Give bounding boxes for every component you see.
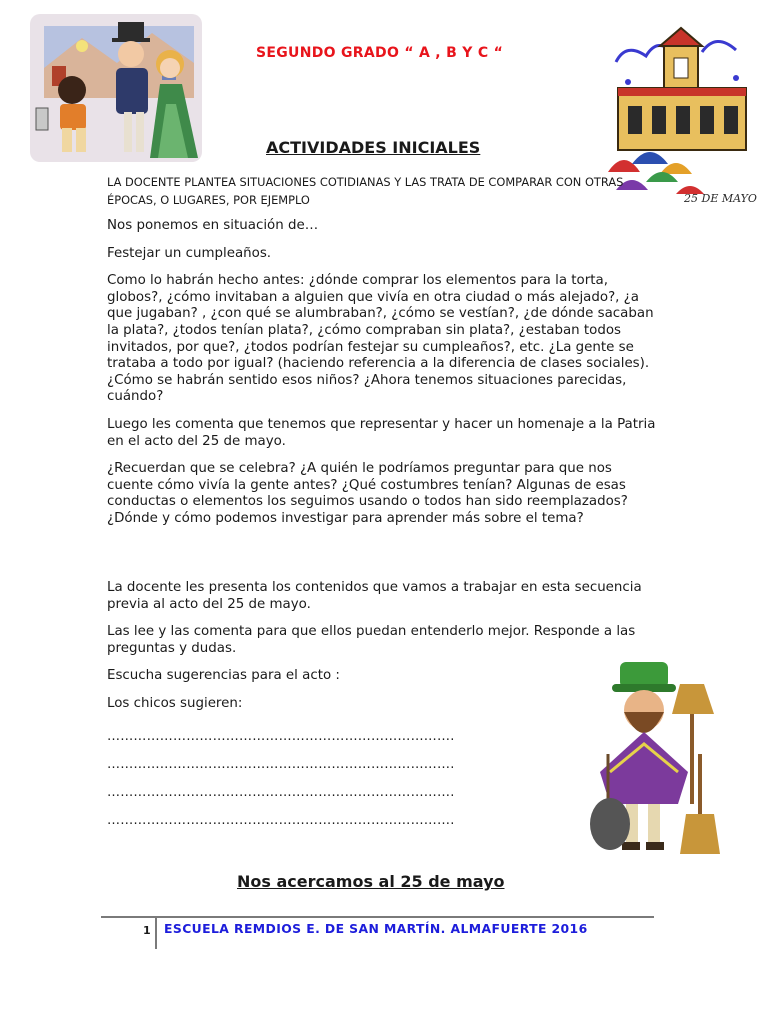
paragraph: Como lo habrán hecho antes: ¿dónde comprar los elementos para la torta, globos?, ¿cómo invitaban a alguien que vivía en otra ciudad o más alejado?, ¿a que jugaban? , ¿con qué se alumbraban?, ¿cómo se vestían?, ¿de dónde sacaban la plata?, ¿todos tenían plata?, ¿cómo compraban sin plata?, ¿estaban todos invitados, por que?, ¿todos podrían festejar su cumpleaños?, etc. ¿La gente se trataba a todo por igual? (haciendo referencia a la diferencia de clases sociales). ¿Cómo se habrán sentido esos niños? ¿Ahora tenemos situaciones parecidas, cuándo?	[107, 273, 654, 405]
grade-header: SEGUNDO GRADO “ A , B Y C “	[256, 45, 504, 61]
paragraph: Nos ponemos en situación de…	[107, 218, 319, 233]
school-name: ESCUELA REMDIOS E. DE SAN MARTÍN. ALMAFUERTE 2016	[164, 921, 588, 936]
body-block-1	[107, 218, 662, 539]
answer-line: …………………………………………………………………….	[107, 813, 455, 828]
body-block-2	[107, 580, 667, 724]
paragraph: ¿Recuerdan que se celebra? ¿A quién le podríamos preguntar para que nos cuente cómo vivía la gente antes? ¿Qué costumbres tenían? Algunas de esas conductas o elementos los seguimos usando o todos han sido reemplazados? ¿Dónde y cómo podemos investigar para aprender más sobre el tema?	[107, 461, 628, 526]
answer-line: …………………………………………………………………….	[107, 757, 455, 772]
page-title: ACTIVIDADES INICIALES	[266, 138, 481, 157]
footer-rule	[101, 916, 654, 918]
cabildo-caption: 25 DE MAYO	[684, 192, 757, 205]
cabildo-illustration	[606, 22, 758, 212]
paragraph: Escucha sugerencias para el acto :	[107, 668, 340, 684]
paragraph: Los chicos sugieren:	[107, 695, 243, 711]
footer-divider	[155, 917, 157, 949]
paragraph: Las lee y las comenta para que ellos puedan entenderlo mejor. Responde a las preguntas y dudas.	[107, 624, 636, 656]
answer-line: …………………………………………………………………….	[107, 785, 455, 800]
section-subtitle: Nos acercamos al 25 de mayo	[237, 872, 505, 891]
paragraph: La docente les presenta los contenidos que vamos a trabajar en esta secuencia previa al acto del 25 de mayo.	[107, 580, 642, 612]
paragraph: Festejar un cumpleaños.	[107, 245, 272, 261]
colonial-children-illustration	[22, 8, 210, 168]
page-number: 1	[143, 924, 151, 937]
intro-text: LA DOCENTE PLANTEA SITUACIONES COTIDIANAS Y LAS TRATA DE COMPARAR CON OTRAS ÉPOCAS, O LUGARES, POR EJEMPLO	[107, 175, 624, 207]
paragraph: Luego les comenta que tenemos que representar y hacer un homenaje a la Patria en el acto del 25 de mayo.	[107, 416, 656, 449]
answer-line: …………………………………………………………………….	[107, 729, 455, 744]
